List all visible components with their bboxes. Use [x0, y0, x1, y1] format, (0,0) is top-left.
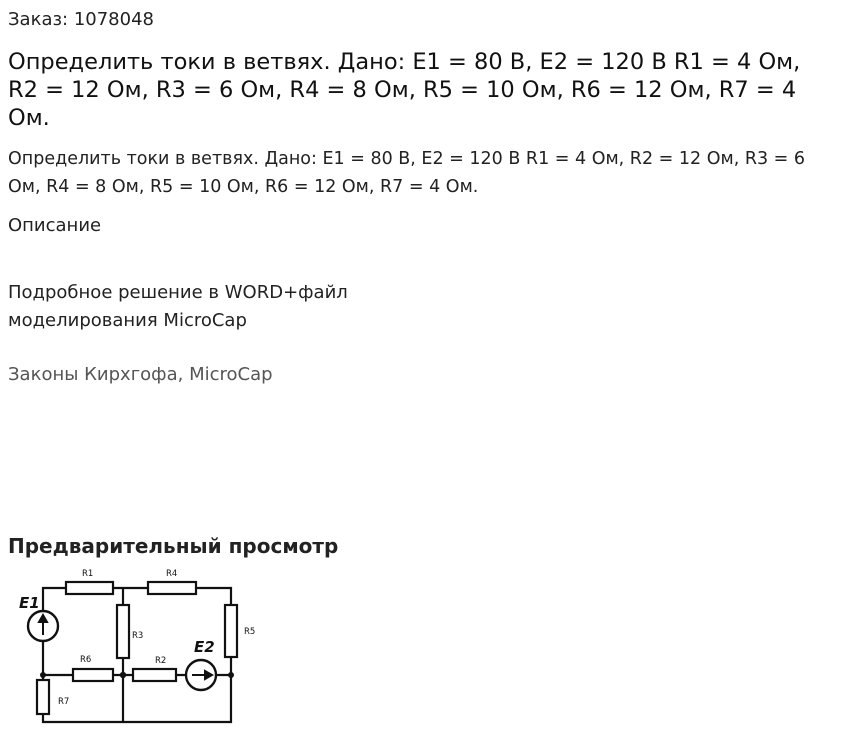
- problem-intro: Определить токи в ветвях. Дано: E1 = 80 В, E2 = 120 В R1 = 4 Ом, R2 = 12 Ом, R3 = 6 Ом, R4 = 8 Ом, R5 = 10 Ом, R6 = 12 Ом, R7 = 4 Ом.: [8, 149, 806, 197]
- node-dot-left: [40, 672, 46, 678]
- wire-e2-r5: [216, 657, 231, 675]
- wire-e1-r6: [43, 642, 73, 675]
- circuit-preview-image: [8, 562, 270, 732]
- problem-title: Определить токи в ветвях. Дано: E1 = 80 В, E2 = 120 В R1 = 4 Ом, R2 = 12 Ом, R3 = 6 Ом, R4 = 8 Ом, R5 = 10 Ом, R6 = 12 Ом, R7 = 4 Ом.: [8, 49, 801, 131]
- label-e2: E2: [194, 638, 215, 656]
- label-r1: R1: [82, 569, 94, 579]
- description-text: Подробное решение в WORD+файл моделирования MicroCap: [8, 282, 348, 331]
- node-dot-right: [228, 672, 234, 678]
- label-r5: R5: [244, 627, 256, 637]
- wire-e1-r1: [43, 588, 66, 610]
- label-r4: R4: [166, 569, 178, 579]
- resistor-r2: [133, 669, 176, 681]
- label-r6: R6: [80, 655, 92, 665]
- tag-microcap-link[interactable]: MicroCap: [189, 364, 273, 385]
- tag-separator: ,: [177, 364, 190, 385]
- resistor-r6: [73, 669, 113, 681]
- order-number: Заказ: 1078048: [8, 9, 154, 30]
- label-r7: R7: [58, 697, 70, 707]
- preview-heading: Предварительный просмотр: [8, 534, 339, 558]
- resistor-r7: [37, 680, 49, 714]
- tag-kirchhoff-link[interactable]: Законы Кирхгофа: [8, 364, 178, 385]
- tag-list: [8, 364, 273, 386]
- resistor-r4: [148, 582, 196, 594]
- label-e1: E1: [19, 594, 40, 612]
- wire-r4-r5: [196, 588, 231, 605]
- label-r3: R3: [132, 631, 144, 641]
- resistor-r1: [66, 582, 113, 594]
- description-heading: Описание: [8, 215, 102, 236]
- resistor-r5: [225, 605, 237, 657]
- circuit-schematic: [8, 562, 270, 732]
- label-r2: R2: [155, 656, 167, 666]
- node-dot-center: [120, 672, 126, 678]
- resistor-r3: [117, 605, 129, 658]
